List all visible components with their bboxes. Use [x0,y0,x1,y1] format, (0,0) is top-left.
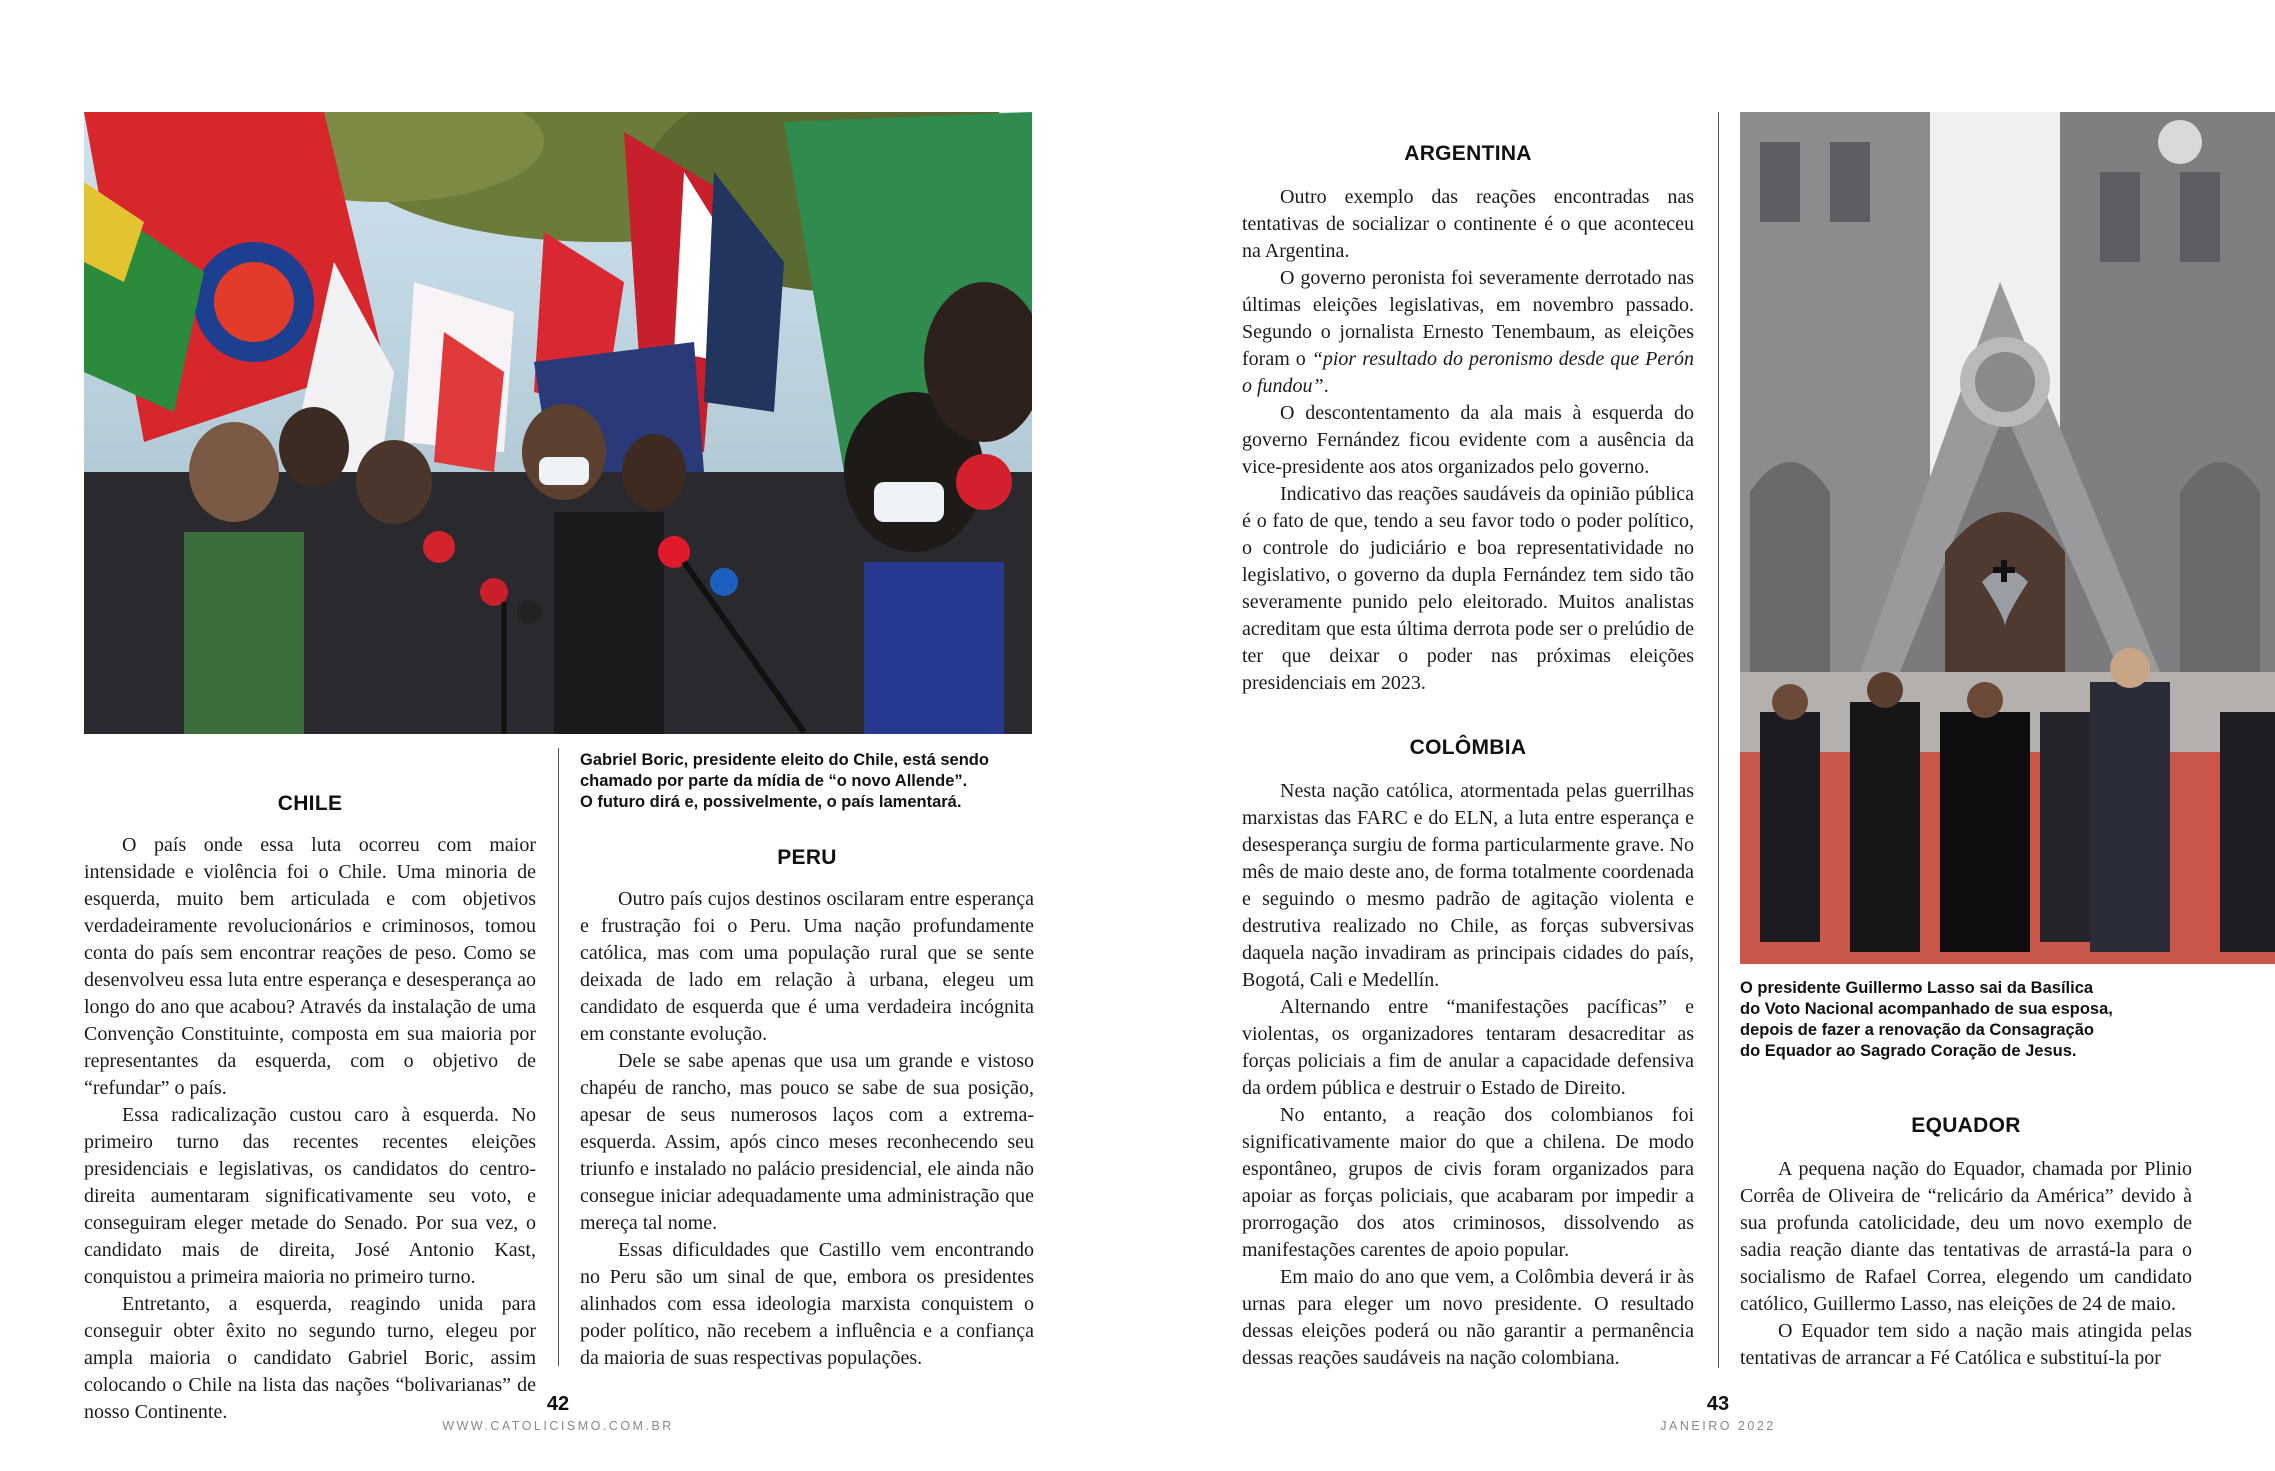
paragraph: O Equador tem sido a nação mais atingida pelas tentativas de arrancar a Fé Católica e substituí-la por [1740,1320,2192,1369]
paragraph: Em maio do ano que vem, a Colômbia deverá ir às urnas para eleger um novo presidente. O resultado dessas eleições poderá ou não garantir a permanência dessas reações saudáveis na nação colombiana. [1242,1266,1694,1369]
colombia-article [1242,778,1694,1372]
paragraph: Essa radicalização custou caro à esquerda. No primeiro turno das recentes recentes eleições presidenciais e legislativas, os candidatos do centro-direita aumentaram significativamente seu voto, e conseguiram eleger metade do Senado. Por sua vez, o candidato mais de direita, José Antonio Kast, conquistou a primeira maioria no primeiro turno. [84,1104,536,1288]
equador-article [1740,1156,2192,1372]
caption-line: O futuro dirá e, possivelmente, o país lamentará. [580,793,962,811]
basilica-photo-caption [1740,978,2275,1062]
page-number: 42 [546,1393,570,1415]
paragraph: O país onde essa luta ocorreu com maior intensidade e violência foi o Chile. Uma minoria de esquerda, muito bem articulada e com objetivos verdadeiramente revolucionários e criminosos, tomou conta do país sem encontrar reações de peso. Como se desenvolveu essa luta entre esperança e desesperança ao longo do ano que acabou? Através da instalação de uma Convenção Constituinte, composta em sua maioria por representantes da esquerda, com o objetivo de “refundar” o país. [84,834,536,1099]
argentina-heading: ARGENTINA [1404,142,1532,165]
paragraph: Dele se sabe apenas que usa um grande e vistoso chapéu de rancho, mas pouco se sabe de sua posição, apesar de seus numerosos laços com a extrema- esquerda. Assim, após cinco meses reconhecendo seu triunfo e instalado no palácio presidencial, ele ainda não consegue iniciar adequadamente uma administração que mereça tal nome. [580,1050,1034,1234]
column-divider [558,748,559,1366]
page-number: 43 [1706,1393,1730,1415]
caption-line: chamado por parte da mídia de “o novo Allende”. [580,772,968,790]
equador-heading: EQUADOR [1911,1114,2021,1137]
chile-rally-photo [84,112,1032,734]
caption-line: O presidente Guillermo Lasso sai da Basílica [1740,979,2094,997]
text-run: O governo peronista foi severamente derrotado nas últimas eleições legislativas, em novembro passado. Segundo o jornalista Ernesto Tenembaum, as eleições foram o [1242,267,1694,370]
peru-article [580,886,1034,1372]
paragraph: Alternando entre “manifestações pacíficas” e violentas, os organizadores tentaram desacreditar as forças policiais a fim de anular a capacidade defensiva da ordem pública e destruir o Estado de Direito. [1242,996,1694,1099]
paragraph: Entretanto, a esquerda, reagindo unida para conseguir obter êxito no segundo turno, elegeu por ampla maioria o candidato Gabriel Boric, assim colocando o Chile na lista das nações “bolivarianas” de nosso Continente. [84,1293,536,1423]
text-run: . [1323,375,1329,397]
paragraph: Nesta nação católica, atormentada pelas guerrilhas marxistas das FARC e do ELN, a luta entre esperança e desesperança surgiu de forma particularmente grave. No mês de maio deste ano, de forma totalmente coordenada e seguindo o mesmo padrão de agitação violenta e destrutiva realizado no Chile, as forças subversivas daquela nação invadiram as principais cidades do país, Bogotá, Cali e Medellín. [1242,780,1694,991]
paragraph: Essas dificuldades que Castillo vem encontrando no Peru são um sinal de que, embora os presidentes alinhados com essa ideologia marxista conquistem o poder político, não recebem a influência e a confiança da maioria de suas respectivas populações. [580,1239,1034,1369]
chile-heading: CHILE [277,792,343,815]
paragraph: A pequena nação do Equador, chamada por Plinio Corrêa de Oliveira de “relicário da América” devido à sua profunda catolicidade, deu um novo exemplo de sadia reação diante das tentativas de arrastá-la para o socialismo de Rafael Correa, elegendo um candidato católico, Guillermo Lasso, nas eleições de 24 de maio. [1740,1158,2192,1315]
paragraph: No entanto, a reação dos colombianos foi significativamente maior do que a chilena. De modo espontâneo, grupos de civis foram organizados para apoiar as forças policiais, que acabaram por impedir a prorrogação dos atos criminosos, dissolvendo as manifestações carentes de apoio popular. [1242,1104,1694,1261]
caption-line: do Voto Nacional acompanhado de sua esposa, [1740,1000,2113,1018]
footer-date: JANEIRO 2022 [1660,1419,1776,1433]
colombia-heading: COLÔMBIA [1409,736,1527,759]
caption-line: do Equador ao Sagrado Coração de Jesus. [1740,1042,2077,1060]
peru-heading: PERU [777,846,837,869]
chile-photo-caption [580,750,1040,813]
paragraph: Indicativo das reações saudáveis da opinião pública é o fato de que, tendo a seu favor todo o poder político, o controle do judiciário e boa representatividade no legislativo, o governo da dupla Fernández tem sido tão severamente punido pelo eleitorado. Muitos analistas acreditam que esta última derrota pode ser o prelúdio de ter que deixar o poder nas próximas eleições presidenciais em 2023. [1242,483,1694,694]
paragraph: O descontentamento da ala mais à esquerda do governo Fernández ficou evidente com a ausência da vice-presidente aos atos organizados pelo governo. [1242,402,1694,478]
paragraph: Outro exemplo das reações encontradas nas tentativas de socializar o continente é o que aconteceu na Argentina. [1242,186,1694,262]
quote: “pior resultado do peronismo desde que Perón o fundou” [1242,348,1694,397]
column-divider [1718,112,1719,1368]
footer-website: WWW.CATOLICISMO.COM.BR [442,1419,674,1433]
caption-line: Gabriel Boric, presidente eleito do Chile, está sendo [580,751,989,769]
basilica-photo [1740,112,2275,964]
paragraph: Outro país cujos destinos oscilaram entre esperança e frustração foi o Peru. Uma nação profundamente católica, mas com uma população rural que se sente deixada de lado em relação à urbana, elegeu um candidato de esquerda que é uma verdadeira incógnita em constante evolução. [580,888,1034,1045]
paragraph [1242,265,1694,400]
caption-line: depois de fazer a renovação da Consagração [1740,1021,2094,1039]
argentina-article [1242,184,1694,697]
chile-article [84,832,536,1426]
